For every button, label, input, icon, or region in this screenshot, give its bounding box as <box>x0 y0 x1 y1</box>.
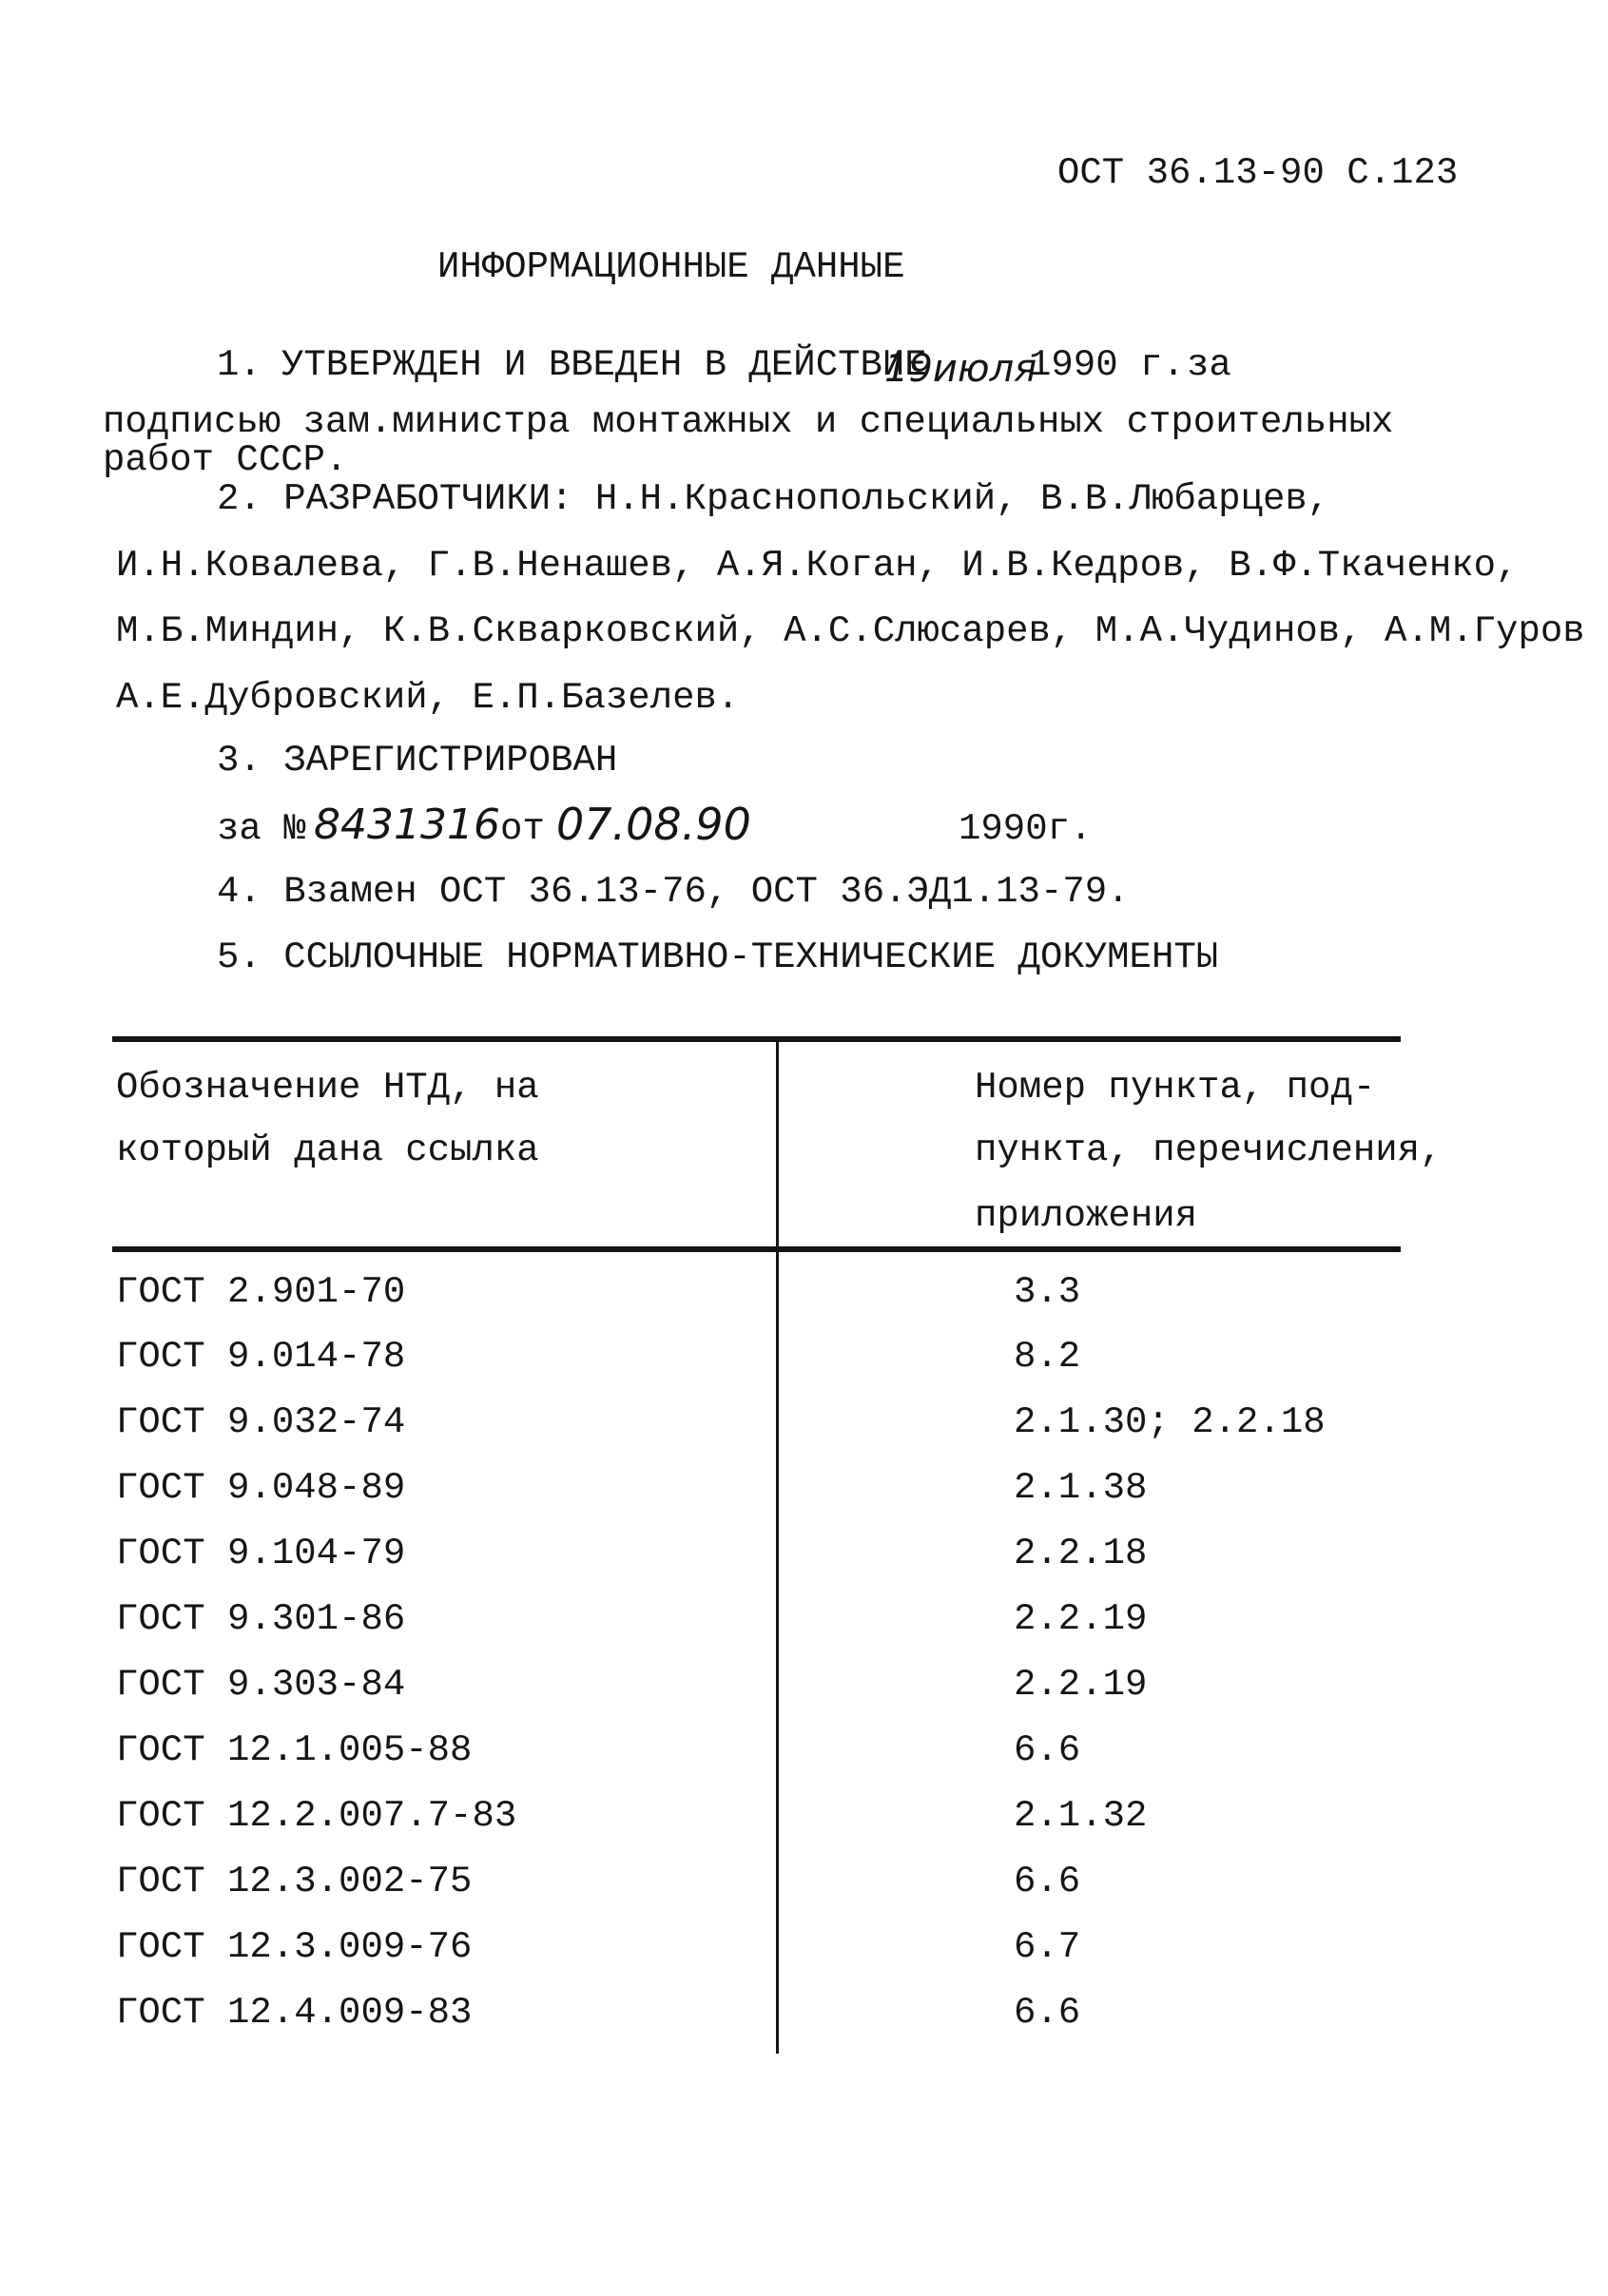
item-3-year: 1990г. <box>959 808 1093 850</box>
table-row-ref: 6.6 <box>1014 1729 1081 1771</box>
item-5: 5. ССЫЛОЧНЫЕ НОРМАТИВНО-ТЕХНИЧЕСКИЕ ДОКУМЕНТЫ <box>217 936 1219 978</box>
table-row-doc: ГОСТ 9.014-78 <box>116 1336 406 1378</box>
table-row-ref: 6.7 <box>1014 1926 1081 1968</box>
table-row-ref: 6.6 <box>1014 1992 1081 2034</box>
table-row-ref: 3.3 <box>1014 1271 1081 1313</box>
table-row-doc: ГОСТ 12.3.002-75 <box>116 1861 473 1902</box>
item-3-za: за № <box>217 808 306 850</box>
item-1-number: 1. <box>217 344 262 386</box>
table-top-rule <box>112 1036 1401 1042</box>
item-3-handwritten-number: 8431316 <box>314 801 500 849</box>
table-row-doc: ГОСТ 2.901-70 <box>116 1271 406 1313</box>
item-3-handwritten-date: 07.08.90 <box>556 799 751 850</box>
table-header-right-line-1: Номер пункта, под- <box>975 1067 1376 1109</box>
table-header-left-line-1: Обозначение НТД, на <box>116 1067 539 1109</box>
table-row-ref: 2.2.19 <box>1014 1598 1148 1640</box>
table-header-right-line-3: приложения <box>975 1195 1198 1237</box>
table-column-divider <box>776 1039 779 2054</box>
table-row-doc: ГОСТ 9.048-89 <box>116 1467 406 1509</box>
item-2-line-3: М.Б.Миндин, К.В.Скварковский, А.С.Слюсарев, М.А.Чудинов, А.М.Гуров <box>116 610 1585 652</box>
table-row-doc: ГОСТ 9.301-86 <box>116 1598 406 1640</box>
table-row-ref: 2.1.38 <box>1014 1467 1148 1509</box>
item-1-handwritten-date: 19июля <box>884 347 1037 391</box>
item-3-ot: от <box>500 808 545 850</box>
table-row-ref: 2.1.32 <box>1014 1795 1148 1837</box>
item-2-line-2: И.Н.Ковалева, Г.В.Ненашев, А.Я.Коган, И.В.Кедров, В.Ф.Ткаченко, <box>116 545 1519 587</box>
document-code: ОСТ 36.13-90 С.123 <box>1057 152 1459 194</box>
table-row-doc: ГОСТ 12.4.009-83 <box>116 1992 473 2034</box>
page-title: ИНФОРМАЦИОННЫЕ ДАННЫЕ <box>437 246 905 288</box>
item-4: 4. Взамен ОСТ 36.13-76, ОСТ 36.ЭД1.13-79. <box>217 871 1130 913</box>
table-header-rule <box>112 1246 1401 1252</box>
table-row-doc: ГОСТ 12.1.005-88 <box>116 1729 473 1771</box>
table-row-ref: 6.6 <box>1014 1861 1081 1902</box>
table-row-doc: ГОСТ 12.2.007.7-83 <box>116 1795 517 1837</box>
table-header-right-line-2: пункта, перечисления, <box>975 1129 1443 1171</box>
item-1-line-3: работ СССР. <box>103 439 348 481</box>
table-row-doc: ГОСТ 9.032-74 <box>116 1401 406 1443</box>
table-row-ref: 2.2.19 <box>1014 1664 1148 1706</box>
item-1-za: за <box>1187 344 1231 386</box>
table-row-doc: ГОСТ 12.3.009-76 <box>116 1926 473 1968</box>
item-1-year: 1990 г. <box>1029 344 1185 386</box>
item-3-line-1: 3. ЗАРЕГИСТРИРОВАН <box>217 740 618 781</box>
table-row-doc: ГОСТ 9.303-84 <box>116 1664 406 1706</box>
table-header-left-line-2: который дана ссылка <box>116 1129 539 1171</box>
table-row-doc: ГОСТ 9.104-79 <box>116 1533 406 1574</box>
item-2-line-4: А.Е.Дубровский, Е.П.Базелев. <box>116 677 740 719</box>
table-row-ref: 2.2.18 <box>1014 1533 1148 1574</box>
table-row-ref: 2.1.30; 2.2.18 <box>1014 1401 1326 1443</box>
item-1-line-2: подписью зам.министра монтажных и специальных строительных <box>103 401 1394 443</box>
item-2-line-1: 2. РАЗРАБОТЧИКИ: Н.Н.Краснопольский, В.В.Любарцев, <box>217 478 1330 520</box>
table-row-ref: 8.2 <box>1014 1336 1081 1378</box>
item-1-lead: УТВЕРЖДЕН И ВВЕДЕН В ДЕЙСТВИЕ <box>281 344 927 386</box>
